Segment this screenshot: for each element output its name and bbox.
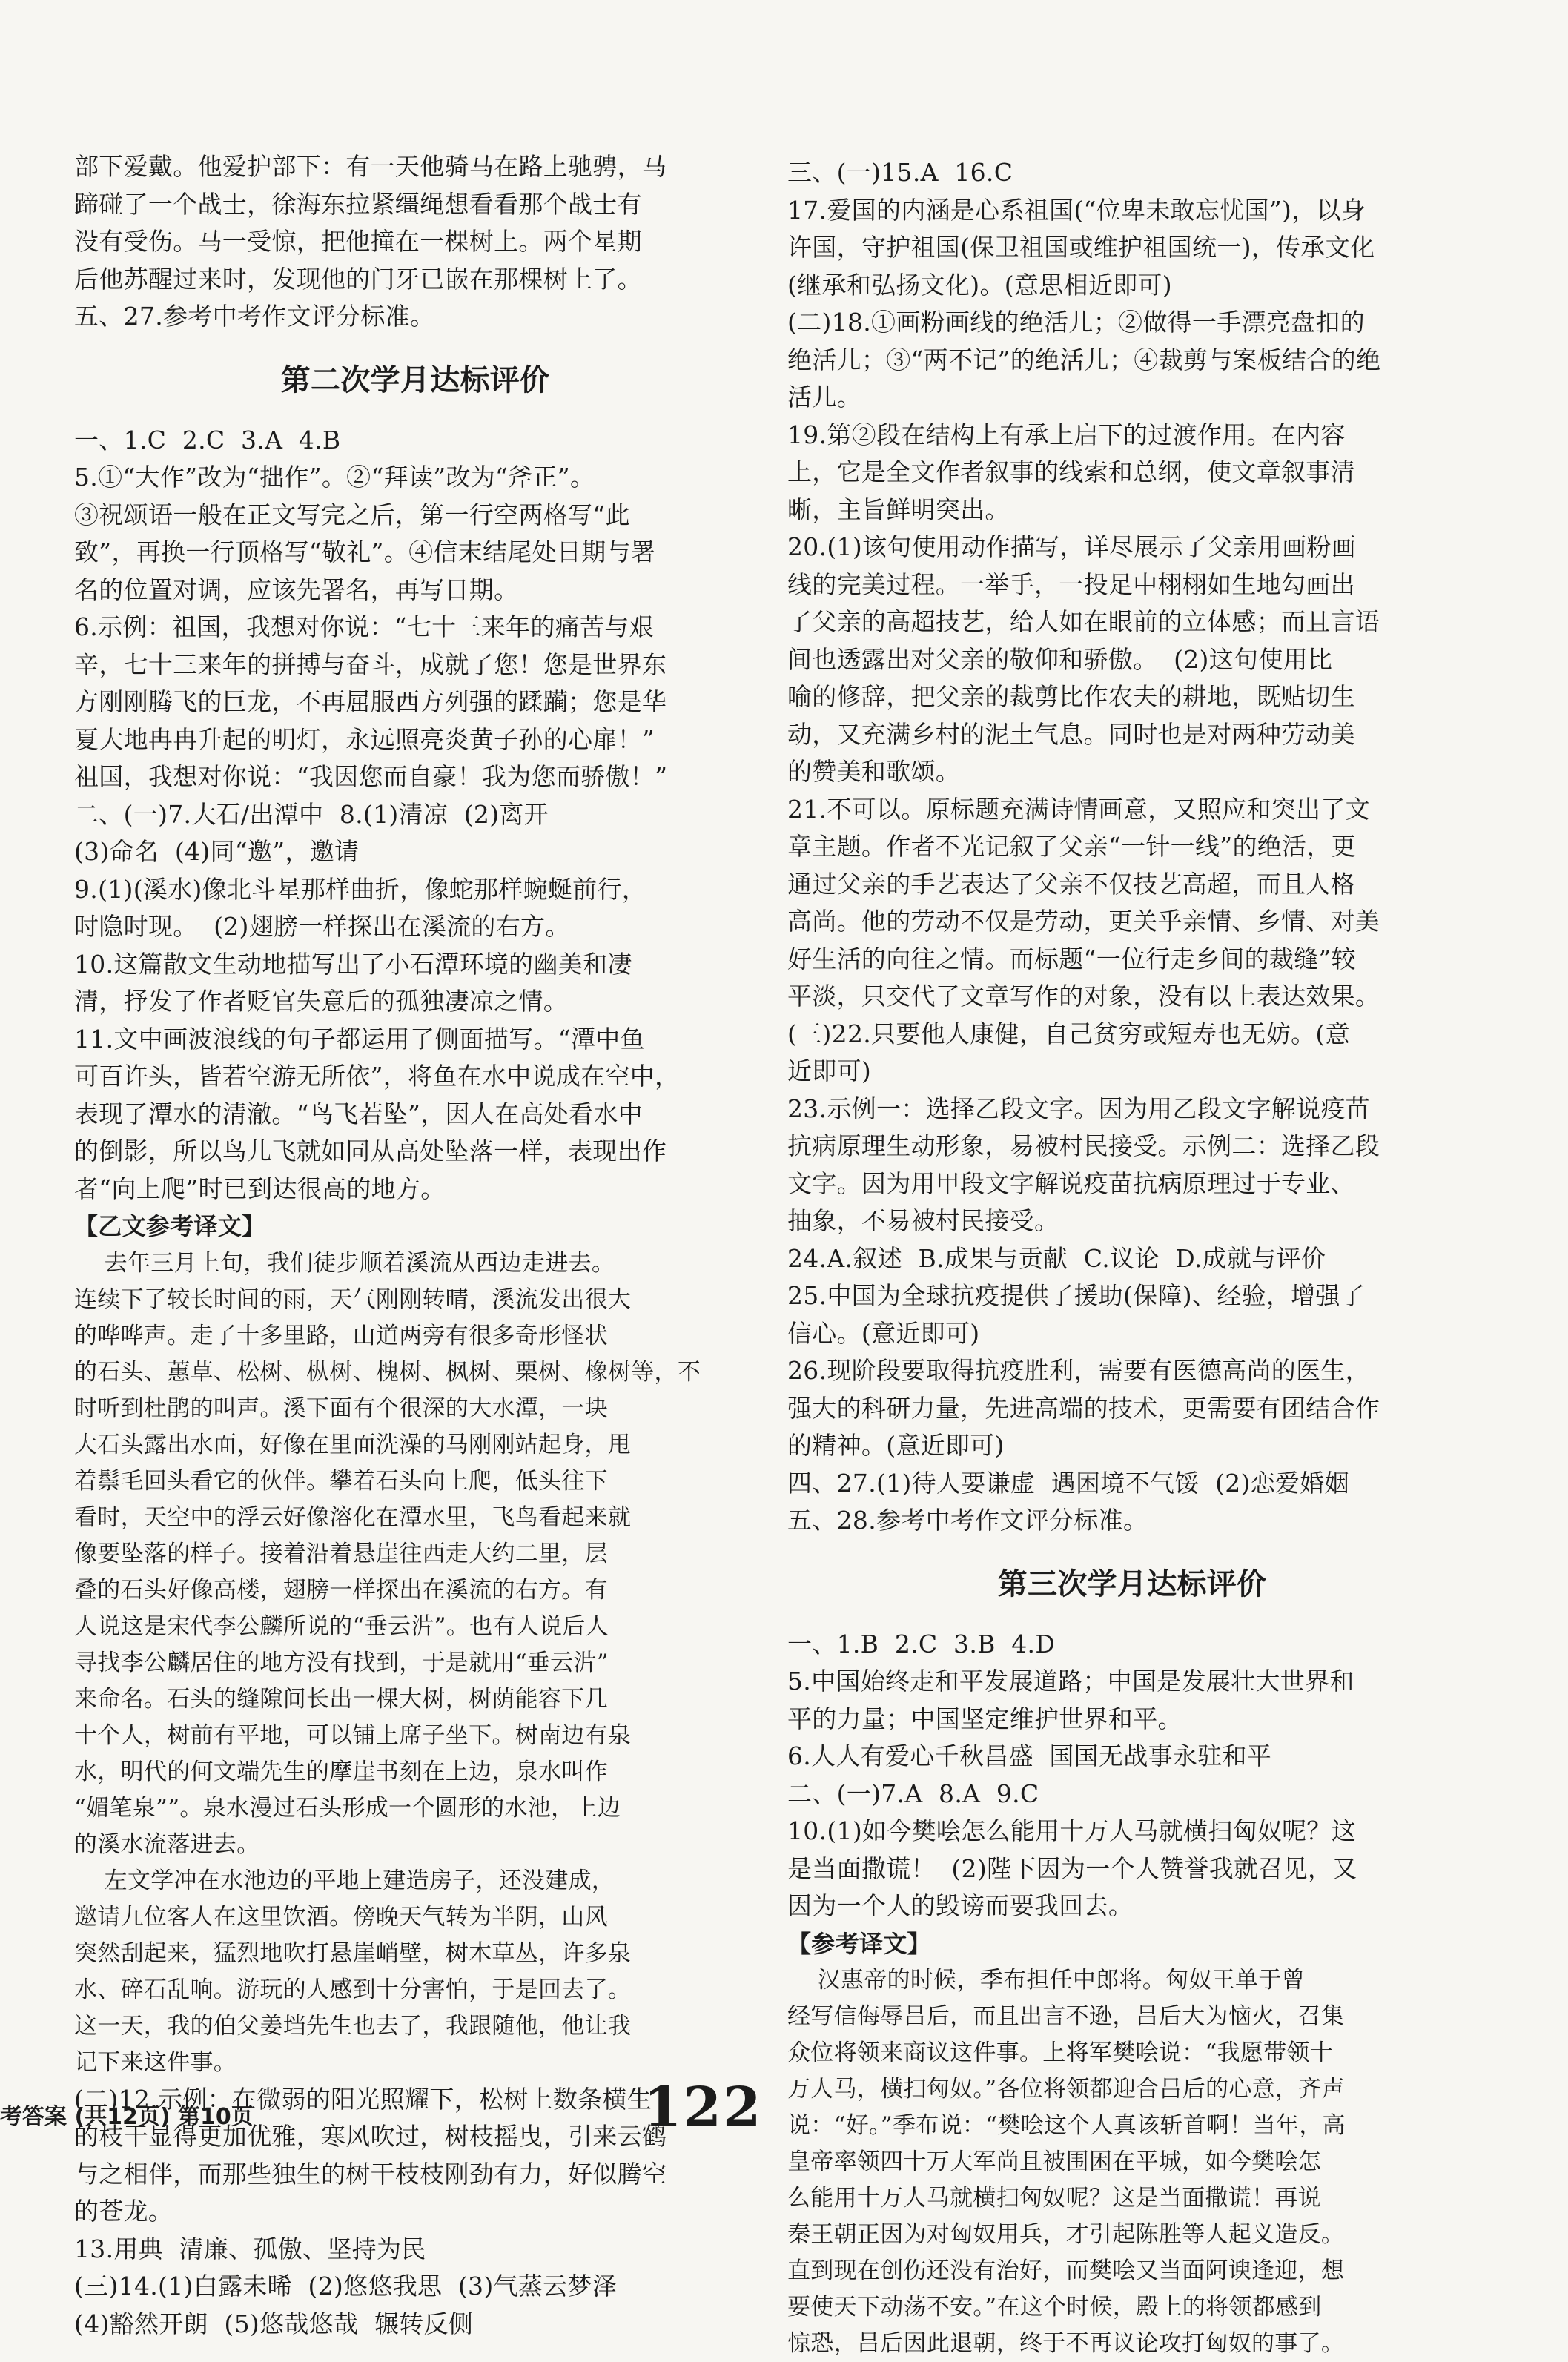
text-line: 夏大地冉冉升起的明灯，永远照亮炎黄子孙的心扉！” [74,724,655,754]
text-line: 表现了潭水的清澈。“鸟飞若坠”，因人在高处看水中 [74,1099,643,1128]
translation-line: 叠的石头好像高楼，翅膀一样探出在溪流的右方。有 [74,1576,608,1604]
footer-page-info: 考答案 (共12页) 第10页 [0,2104,254,2130]
translation-line: 突然刮起来，猛烈地吹打悬崖峭壁，树木草丛，许多泉 [74,1939,632,1967]
text-line: 间也透露出对父亲的敬仰和骄傲。 (2)这句使用比 [787,644,1333,674]
text-line: 抽象，不易被村民接受。 [787,1206,1059,1235]
text-line: (二)18.①画粉画线的绝活儿；②做得一手漂亮盘扣的 [787,308,1366,337]
text-line: 平的力量；中国坚定维护世界和平。 [787,1704,1182,1733]
text-line: 一、1.C 2.C 3.A 4.B [74,425,341,454]
translation-line: 经写信侮辱吕后，而且出言不逊，吕后大为恼火，召集 [787,2003,1345,2030]
translation-line: 来命名。石头的缝隙间长出一棵大树，树荫能容下几 [74,1685,608,1713]
text-line: 9.(1)(溪水)像北斗星那样曲折，像蛇那样蜿蜒前行， [74,874,647,904]
text-line: 10.(1)如今樊哙怎么能用十万人马就横扫匈奴呢？这 [787,1816,1357,1845]
text-line: 后他苏醒过来时，发现他的门牙已嵌在那棵树上了。 [74,264,642,294]
translation-block-reference [787,1962,1477,2362]
text-line: 一、1.B 2.C 3.B 4.D [787,1629,1056,1658]
translation-line: 万人马，横扫匈奴。”各位将领都迎合吕后的心意，齐声 [787,2076,1345,2103]
text-line: 19.第②段在结构上有承上启下的过渡作用。在内容 [787,420,1346,449]
translation-line: 着鬃毛回头看它的伙伴。攀着石头向上爬，低头往下 [74,1467,608,1495]
text-line: 11.文中画波浪线的句子都运用了侧面描写。“潭中鱼 [74,1024,645,1053]
text-line: 近即可) [787,1056,872,1085]
text-line: 辛，七十三来年的拼搏与奋斗，成就了您！您是世界东 [74,649,667,679]
translation-line: 寻找李公麟居住的地方没有找到，于是就用“垂云沜” [74,1649,609,1676]
text-line: 5.①“大作”改为“拙作”。②“拜读”改为“斧正”。 [74,463,595,492]
text-line: (二)12.示例：在微弱的阳光照耀下，松树上数条横生 [74,2084,652,2114]
translation-line: 人说这是宋代李公麟所说的“垂云沜”。也有人说后人 [74,1612,609,1640]
translation-line: 左文学冲在水池边的平地上建造房子，还没建成， [74,1867,615,1894]
text-line: 17.爱国的内涵是心系祖国(“位卑未敢忘忧国”)，以身 [787,195,1366,225]
text-line: 五、28.参考中考作文评分标准。 [787,1506,1148,1535]
translation-line: 秦王朝正因为对匈奴用兵，才引起陈胜等人起义造反。 [787,2221,1345,2248]
text-line: 可百许头，皆若空游无所依”，将鱼在水中说成在空中， [74,1062,680,1091]
translation-heading-reference: 【参考译文】 [787,1929,931,1958]
translation-line: 的哗哗声。走了十多里路，山道两旁有很多奇形怪状 [74,1322,608,1349]
text-line: 强大的科研力量，先进高端的技术，更需要有团结合作 [787,1393,1380,1423]
translation-line: 皇帝率领四十万大军尚且被围困在平城，如今樊哙怎 [787,2148,1321,2175]
text-line: 四、27.(1)待人要谦虚 遇困境不气馁 (2)恋爱婚姻 [787,1468,1349,1498]
text-line: 通过父亲的手艺表达了父亲不仅技艺高超，而且人格 [787,869,1355,899]
translation-line: 要使天下动荡不安。”在这个时候，殿上的将领都感到 [787,2294,1322,2320]
text-line: 的枝干显得更加优雅，寒风吹过，树枝摇曳，引来云鹤 [74,2122,667,2151]
text-line: 抗病原理生动形象，易被村民接受。示例二：选择乙段 [787,1131,1380,1160]
translation-line: 连续下了较长时间的雨，天气刚刚转晴，溪流发出很大 [74,1286,632,1313]
text-line: (三)22.只要他人康健，自己贫穷或短寿也无妨。(意 [787,1019,1350,1048]
translation-line: 看时，天空中的浮云好像溶化在潭水里，飞鸟看起来就 [74,1503,632,1531]
page-number: 122 [644,2076,763,2140]
text-line: 文字。因为用甲段文字解说疫苗抗病原理过于专业、 [787,1168,1355,1198]
right-column [787,154,1477,2362]
text-line: 动，又充满乡村的泥土气息。同时也是对两种劳动美 [787,719,1355,749]
text-line: 没有受伤。马一受惊，把他撞在一棵树上。两个星期 [74,227,642,256]
text-line: 是当面撒谎！ (2)陛下因为一个人赞誉我就召见，又 [787,1853,1357,1883]
text-line: 名的位置对调，应该先署名，再写日期。 [74,575,519,604]
section-title-second: 第二次学月达标评价 [280,363,550,397]
text-line: ③祝颂语一般在正文写完之后，第一行空两格写“此 [74,500,630,529]
text-line: 21.不可以。原标题充满诗情画意，又照应和突出了文 [787,794,1370,824]
text-line: 方刚刚腾飞的巨龙，不再屈服西方列强的蹂躏；您是华 [74,687,667,716]
text-line: 的倒影，所以鸟儿飞就如同从高处坠落一样，表现出作 [74,1137,667,1165]
translation-line: 惊恐，吕后因此退朝，终于不再议论攻打匈奴的事了。 [787,2330,1345,2357]
translation-line: 的石头、蕙草、松树、枞树、槐树、枫树、栗树、橡树等，不 [74,1358,701,1386]
translation-line: 水、碎石乱响。游玩的人感到十分害怕，于是回去了。 [74,1976,632,2003]
translation-line: 十个人，树前有平地，可以铺上席子坐下。树南边有泉 [74,1721,632,1749]
text-line: (3)命名 (4)同“邀”，邀请 [74,837,360,866]
text-line: 5.中国始终走和平发展道路；中国是发展壮大世界和 [787,1667,1354,1696]
text-line: 二、(一)7.大石/出潭中 8.(1)清凉 (2)离开 [74,799,549,829]
translation-line: “媚笔泉””。泉水漫过石头形成一个圆形的水池，上边 [74,1794,621,1822]
text-line: 因为一个人的毁谤而要我回去。 [787,1891,1134,1920]
text-line: 二、(一)7.A 8.A 9.C [787,1779,1039,1808]
text-line: 信心。(意近即可) [787,1318,980,1348]
text-line: 喻的修辞，把父亲的裁剪比作农夫的耕地，既贴切生 [787,682,1355,711]
text-line: 清，抒发了作者贬官失意后的孤独凄凉之情。 [74,987,568,1016]
left-column [74,148,756,2343]
text-line: 高尚。他的劳动不仅是劳动，更关乎亲情、乡情、对美 [787,907,1380,936]
translation-line: 像要坠落的样子。接着沿着悬崖往西走大约二里，层 [74,1540,608,1567]
translation-block-yi [74,1245,756,2081]
translation-line: 众位将领来商议这件事。上将军樊哙说：“我愿带领十 [787,2040,1334,2066]
text-line: 章主题。作者不光记叙了父亲“一针一线”的绝活，更 [787,832,1356,861]
text-line: 的精神。(意近即可) [787,1431,1005,1460]
translation-heading-yi: 【乙文参考译文】 [74,1212,266,1240]
translation-line: 时听到杜鹃的叫声。溪下面有个很深的大水潭，一块 [74,1395,608,1422]
text-line: 25.中国为全球抗疫提供了援助(保障)、经验，增强了 [787,1281,1366,1310]
text-line: 的苍龙。 [74,2197,173,2226]
text-line: 部下爱戴。他爱护部下：有一天他骑马在路上驰骋，马 [74,152,667,181]
translation-line: 去年三月上旬，我们徒步顺着溪流从西边走进去。 [74,1249,615,1277]
text-line: 上，它是全文作者叙事的线索和总纲，使文章叙事清 [787,457,1355,486]
translation-line: 水，明代的何文端先生的摩崖书刻在上边，泉水叫作 [74,1758,608,1785]
text-line: (继承和弘扬文化)。(意思相近即可) [787,270,1172,300]
text-line: 10.这篇散文生动地描写出了小石潭环境的幽美和凄 [74,949,632,979]
text-line: 者“向上爬”时已到达很高的地方。 [74,1174,446,1203]
text-line: (4)豁然开朗 (5)悠哉悠哉 辗转反侧 [74,2309,474,2338]
text-line: 好生活的向往之情。而标题“一位行走乡间的裁缝”较 [787,944,1356,973]
translation-line: 直到现在创伤还没有治好，而樊哙又当面阿谀逢迎，想 [787,2257,1345,2284]
translation-line: 说：“好。”季布说：“樊哙这个人真该斩首啊！当年，高 [787,2112,1346,2139]
translation-line: 汉惠帝的时候，季布担任中郎将。匈奴王单于曾 [787,1967,1305,1994]
text-line: 致”，再换一行顶格写“敬礼”。④信末结尾处日期与署 [74,537,656,566]
text-line: 20.(1)该句使用动作描写，详尽展示了父亲用画粉画 [787,532,1357,561]
translation-line: 这一天，我的伯父姜垱先生也去了，我跟随他，他让我 [74,2012,632,2040]
text-line: 13.用典 清廉、孤傲、坚持为民 [74,2234,426,2263]
text-line: 24.A.叙述 B.成果与贡献 C.议论 D.成就与评价 [787,1243,1326,1273]
text-line: 祖国，我想对你说：“我因您而自豪！我为您而骄傲！” [74,762,668,791]
text-line: 26.现阶段要取得抗疫胜利，需要有医德高尚的医生， [787,1356,1370,1385]
translation-line: 么能用十万人马就横扫匈奴呢？这是当面撒谎！再说 [787,2185,1321,2212]
text-line: (三)14.(1)白露未晞 (2)悠悠我思 (3)气蒸云梦泽 [74,2272,618,2300]
text-line: 6.示例：祖国，我想对你说：“七十三来年的痛苦与艰 [74,612,654,641]
text-line: 平淡，只交代了文章写作的对象，没有以上表达效果。 [787,982,1380,1010]
text-line: 23.示例一：选择乙段文字。因为用乙段文字解说疫苗 [787,1094,1370,1123]
text-line: 三、(一)15.A 16.C [787,158,1013,187]
text-line: 6.人人有爱心千秋昌盛 国国无战事永驻和平 [787,1741,1272,1770]
section-title-third: 第三次学月达标评价 [997,1567,1267,1601]
text-line: 五、27.参考中考作文评分标准。 [74,302,435,331]
text-line: 活儿。 [787,383,861,411]
text-line: 了父亲的高超技艺，给人如在眼前的立体感；而且言语 [787,607,1380,636]
text-line: 的赞美和歌颂。 [787,757,961,786]
text-line: 蹄碰了一个战士，徐海东拉紧缰绳想看看那个战士有 [74,189,642,219]
text-line: 晰，主旨鲜明突出。 [787,494,1010,524]
text-line: 与之相伴，而那些独生的树干枝枝刚劲有力，好似腾空 [74,2159,667,2189]
text-line: 绝活儿；③“两不记”的绝活儿；④裁剪与案板结合的绝 [787,345,1381,374]
text-line: 时隐时现。 (2)翅膀一样探出在溪流的右方。 [74,912,570,941]
translation-line: 的溪水流落进去。 [74,1830,260,1858]
text-line: 许国，守护祖国(保卫祖国或维护祖国统一)，传承文化 [787,233,1375,262]
translation-line: 邀请九位客人在这里饮酒。傍晚天气转为半阴，山风 [74,1903,608,1931]
translation-line: 大石头露出水面，好像在里面洗澡的马刚刚站起身，甩 [74,1431,632,1458]
translation-line: 记下来这件事。 [74,2048,237,2076]
text-line: 线的完美过程。一举手，一投足中栩栩如生地勾画出 [787,569,1355,599]
